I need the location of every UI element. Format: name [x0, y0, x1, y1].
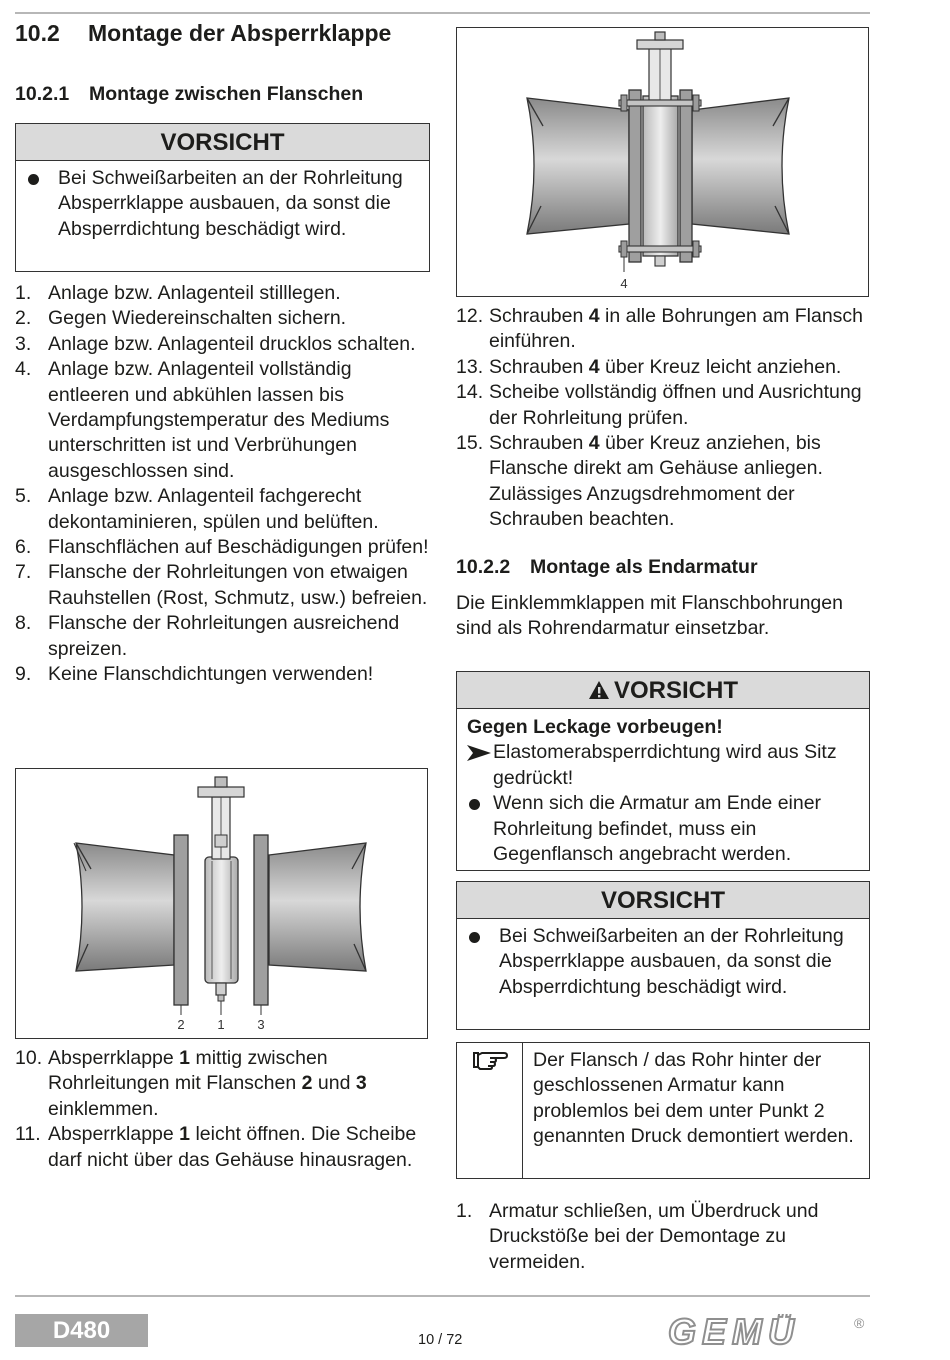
step-number: 1.: [456, 1200, 473, 1222]
caution-arrow-text: Elastomerabsperrdichtung wird aus Sitz gedrückt!: [493, 741, 837, 789]
step-number: 3.: [15, 332, 32, 355]
caution-header-leakage: [457, 672, 869, 709]
step-text: Flansche der Rohrleitungen von etwaigen Rauhstellen (Rost, Schmutz, usw.) befreien.: [48, 561, 428, 609]
step-text: und: [312, 1072, 356, 1095]
bullet-icon: [469, 932, 480, 943]
step-number: 5.: [15, 485, 32, 508]
subsection-number-2: 10.2.2: [456, 556, 511, 578]
valve-bolts-diagram: [457, 28, 870, 298]
list-item: [456, 431, 870, 533]
steps-list-final: [456, 1199, 870, 1275]
section-number: 10.2: [15, 20, 60, 46]
note-box: [456, 1042, 870, 1179]
step-text: Absperrklappe: [48, 1123, 180, 1146]
step-text: über Kreuz anziehen, bis Flansche direkt am Gehäuse anliegen. Zulässiges Anzugsdrehmoment der Schrauben beachten.: [489, 432, 823, 531]
step-text: Keine Flanschdichtungen verwenden!: [48, 663, 374, 686]
steps-list-right: [456, 304, 870, 533]
caution-bullet-text: Wenn sich die Armatur am Ende einer Rohrleitung befindet, muss ein Gegenflansch angebracht werden.: [493, 792, 822, 866]
caution-box-welding-2: [456, 881, 870, 1030]
section-title: Montage der Absperrklappe: [88, 20, 392, 46]
step-number: 15.: [456, 432, 484, 455]
caution-bullet-2: [457, 919, 869, 1000]
caution-header-2: VORSICHT: [457, 882, 869, 919]
bullet-icon: [28, 174, 39, 185]
step-text: Anlage bzw. Anlagenteil stilllegen.: [48, 282, 341, 304]
figure-valve-with-bolts: [456, 27, 869, 297]
label-flange-3: 3: [257, 1017, 265, 1032]
pointing-hand-icon: [472, 1049, 508, 1071]
step-number: 9.: [15, 663, 32, 686]
top-rule: [15, 12, 870, 14]
steps-list-left-2: [15, 1046, 430, 1173]
label-bolt-4: 4: [620, 276, 628, 291]
step-text: Anlage bzw. Anlagenteil vollständig entleeren und abkühlen lassen bis Verdampfungstemperatur des Mediums unterschritten ist und Verbrühungen ausgeschlossen sind.: [48, 358, 390, 482]
step-text: in alle Bohrungen am Flansch einführen.: [489, 305, 864, 353]
intro-paragraph: Die Einklemmklappen mit Flanschbohrungen sind als Rohrendarmatur einsetzbar.: [456, 592, 843, 640]
valve-diagram: [16, 769, 429, 1040]
step-text: mittig zwischen Rohrleitungen mit Flanschen: [48, 1047, 328, 1095]
list-item: [456, 1199, 870, 1275]
warning-triangle-icon: [588, 680, 610, 700]
list-item: [15, 611, 430, 662]
step-text: Schrauben: [489, 305, 589, 327]
step-number: 13.: [456, 355, 484, 378]
step-text: leicht öffnen. Die Scheibe darf nicht über das Gehäuse hinausragen.: [48, 1123, 417, 1171]
section-heading: [15, 20, 391, 47]
subsection-number-1: 10.2.1: [15, 83, 70, 105]
caution-text: Bei Schweißarbeiten an der Rohrleitung Absperrklappe ausbauen, da sonst die Absperrdichtung beschädigt wird.: [58, 167, 403, 240]
step-text: über Kreuz leicht anziehen.: [599, 355, 842, 378]
step-text: Armatur schließen, um Überdruck und Druckstöße bei der Demontage zu vermeiden.: [489, 1200, 819, 1273]
caution-arrow-item: [457, 740, 869, 791]
step-text: Anlage bzw. Anlagenteil fachgerecht dekontaminieren, spülen und belüften.: [48, 485, 379, 533]
ref-number: 1: [179, 1123, 191, 1146]
list-item: [15, 535, 430, 560]
ref-number: 2: [301, 1072, 313, 1095]
step-number: 4.: [15, 358, 32, 381]
step-number: 1.: [15, 282, 32, 304]
step-number: 6.: [15, 536, 32, 559]
step-number: 11.: [15, 1123, 41, 1146]
product-badge: D480: [15, 1314, 148, 1347]
figure-valve-between-flanges: [15, 768, 428, 1039]
step-text: einklemmen.: [48, 1097, 159, 1120]
caution-header-text: VORSICHT: [613, 677, 738, 704]
label-valve-1: 1: [217, 1017, 225, 1032]
step-number: 12.: [456, 305, 484, 327]
note-text: Der Flansch / das Rohr hinter der geschlossenen Armatur kann problemlos bei dem unter Punkt 2 genannten Druck demontiert werden.: [533, 1049, 854, 1148]
step-number: 14.: [456, 381, 484, 404]
ref-number: 4: [588, 432, 600, 455]
logo-text: GEMÜ: [668, 1314, 800, 1348]
step-number: 2.: [15, 307, 32, 330]
step-text: Flansche der Rohrleitungen ausreichend spreizen.: [48, 612, 400, 660]
step-text: Scheibe vollständig öffnen und Ausrichtung der Rohrleitung prüfen.: [489, 381, 862, 429]
step-text: Flanschflächen auf Beschädigungen prüfen!: [48, 536, 429, 559]
step-text: Anlage bzw. Anlagenteil drucklos schalten.: [48, 332, 416, 355]
page-number: 10 / 72: [418, 1332, 463, 1348]
list-item: [456, 355, 870, 380]
subsection-heading-2: [456, 556, 758, 579]
registered-mark: ®: [854, 1315, 865, 1331]
ref-number: 4: [588, 355, 600, 378]
caution-bullet: [16, 161, 429, 242]
list-item: [15, 281, 430, 306]
subsection-title-1: Montage zwischen Flanschen: [89, 83, 364, 105]
list-item: [15, 484, 430, 535]
step-number: 7.: [15, 561, 32, 584]
step-text: Gegen Wiedereinschalten sichern.: [48, 307, 347, 330]
list-item: [15, 306, 430, 331]
gemu-logo-graphic: [668, 1314, 870, 1348]
list-item: [15, 1046, 430, 1122]
caution-bullet-item: [457, 791, 869, 867]
subsection-heading-1: [15, 83, 363, 106]
list-item: [15, 662, 430, 687]
steps-list-left: [15, 281, 430, 688]
note-icon-cell: [457, 1043, 523, 1178]
arrow-right-icon: [467, 745, 491, 761]
label-flange-2: 2: [177, 1017, 185, 1032]
caution-box-leakage: [456, 671, 870, 871]
list-item: [15, 1122, 430, 1173]
step-text: Absperrklappe: [48, 1047, 180, 1069]
step-text: Schrauben: [489, 355, 589, 378]
bullet-icon: [469, 799, 480, 810]
caution-box-welding: [15, 123, 430, 272]
caution-header: VORSICHT: [16, 124, 429, 161]
list-item: [456, 380, 870, 431]
list-item: [15, 560, 430, 611]
step-number: 8.: [15, 612, 32, 635]
ref-number: 1: [179, 1047, 191, 1069]
step-number: 10.: [15, 1047, 43, 1069]
gemu-logo: [668, 1314, 870, 1353]
list-item: [15, 357, 430, 484]
caution-text-2: Bei Schweißarbeiten an der Rohrleitung Absperrklappe ausbauen, da sonst die Absperrdichtung beschädigt wird.: [499, 925, 844, 998]
list-item: [15, 332, 430, 357]
list-item: [456, 304, 870, 355]
subsection-title-2: Montage als Endarmatur: [530, 556, 758, 578]
ref-number: 4: [588, 305, 600, 327]
step-text: Schrauben: [489, 432, 589, 455]
caution-lead: Gegen Leckage vorbeugen!: [467, 716, 723, 738]
ref-number: 3: [355, 1072, 367, 1095]
bottom-rule: [15, 1295, 870, 1297]
